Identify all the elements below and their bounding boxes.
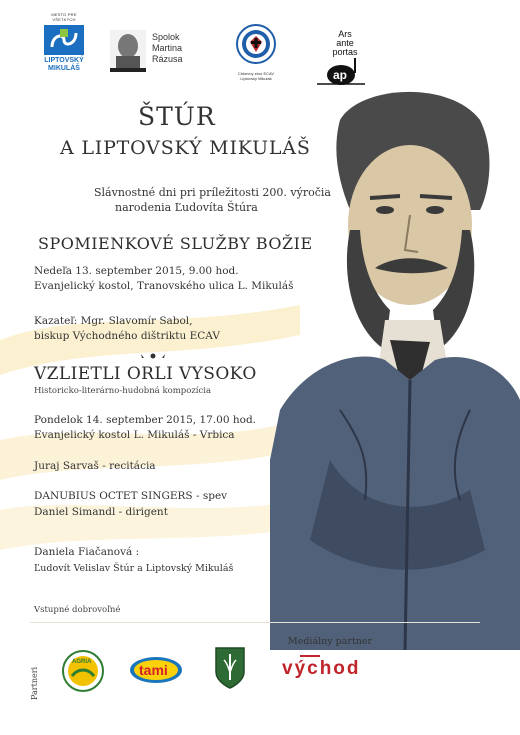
event2-work: Ľudovít Velislav Štúr a Liptovský Mikuláš bbox=[34, 563, 234, 574]
event2-author: Daniela Fiačanová : bbox=[34, 546, 140, 558]
event2-performer1: Juraj Sarvaš - recitácia bbox=[34, 460, 156, 472]
agria-logo bbox=[62, 650, 104, 692]
partners-label: Partneri bbox=[30, 666, 39, 700]
ecav-logo bbox=[226, 24, 286, 94]
event2-description: Historicko-literárno-hudobná kompozícia bbox=[34, 386, 212, 396]
event1-place: Evanjelický kostol, Tranovského ulica L. Mikuláš bbox=[34, 280, 294, 292]
ecav-line1: Cirkevný zbor ECAV bbox=[237, 71, 275, 76]
event1-heading: SPOMIENKOVÉ SLUŽBY BOŽIE bbox=[38, 234, 313, 253]
event1-preacher-line2: biskup Východného dištriktu ECAV bbox=[34, 330, 220, 342]
city-emblem-icon bbox=[44, 25, 84, 55]
subtitle-line2: narodenia Ľudovíta Štúra bbox=[115, 201, 258, 214]
title-line1: ŠTÚR bbox=[138, 102, 216, 131]
stur-portrait-illustration bbox=[270, 80, 520, 650]
spolok-line2: Martina bbox=[152, 43, 183, 53]
vychod-logo: východ bbox=[282, 658, 361, 679]
ornament-dots-icon bbox=[138, 352, 168, 360]
spolok-martina-razusa-logo bbox=[110, 30, 205, 80]
event2-date: Pondelok 14. september 2015, 17.00 hod. bbox=[34, 414, 257, 426]
event2-performer3: Daniel Simandl - dirigent bbox=[34, 506, 168, 518]
event1-date: Nedeľa 13. september 2015, 9.00 hod. bbox=[34, 265, 239, 277]
razus-portrait-icon bbox=[110, 30, 146, 72]
logo-name-line1: LIPTOVSKÝ bbox=[44, 57, 84, 64]
partners-divider bbox=[30, 622, 480, 623]
liptovsky-mikulas-logo bbox=[40, 12, 88, 92]
event2-heading: VZLIETLI ORLI VYSOKO bbox=[34, 364, 257, 384]
spolok-line3: Rázusa bbox=[152, 54, 183, 64]
agria-text: AGRIA bbox=[72, 659, 92, 665]
ap-mark: ap bbox=[333, 68, 348, 82]
event2-place: Evanjelický kostol L. Mikuláš - Vrbica bbox=[34, 429, 235, 441]
admission-note: Vstupné dobrovoľné bbox=[34, 605, 121, 615]
ecav-line2: Liptovský Mikuláš bbox=[240, 76, 272, 81]
title-line2: A LIPTOVSKÝ MIKULÁŠ bbox=[60, 137, 311, 159]
event2-performer2: DANUBIUS OCTET SINGERS - spev bbox=[34, 490, 228, 502]
logo-top-text: MESTO PRE VŠETKÝCH bbox=[51, 12, 77, 22]
ap-music-note-icon bbox=[315, 58, 375, 88]
ars-ante-portas-logo bbox=[315, 30, 375, 90]
ars-line2: ante bbox=[336, 38, 354, 48]
ars-line3: portas bbox=[332, 47, 358, 57]
subtitle-line1: Slávnostné dni pri príležitosti 200. výročia bbox=[94, 186, 331, 199]
spolok-line1: Spolok bbox=[152, 32, 180, 42]
logo-name-line2: MIKULÁŠ bbox=[48, 65, 80, 72]
vychod-top-rule bbox=[300, 655, 320, 657]
luther-rose-seal-icon bbox=[236, 24, 276, 64]
tami-logo bbox=[128, 654, 184, 686]
tami-text: tami bbox=[139, 662, 168, 678]
media-partner-label: Mediálny partner bbox=[288, 636, 373, 647]
ars-line1: Ars bbox=[338, 29, 352, 39]
event1-preacher-line1: Kazateľ: Mgr. Slavomír Sabol, bbox=[34, 315, 193, 327]
shield-coat-of-arms-logo bbox=[214, 646, 246, 690]
